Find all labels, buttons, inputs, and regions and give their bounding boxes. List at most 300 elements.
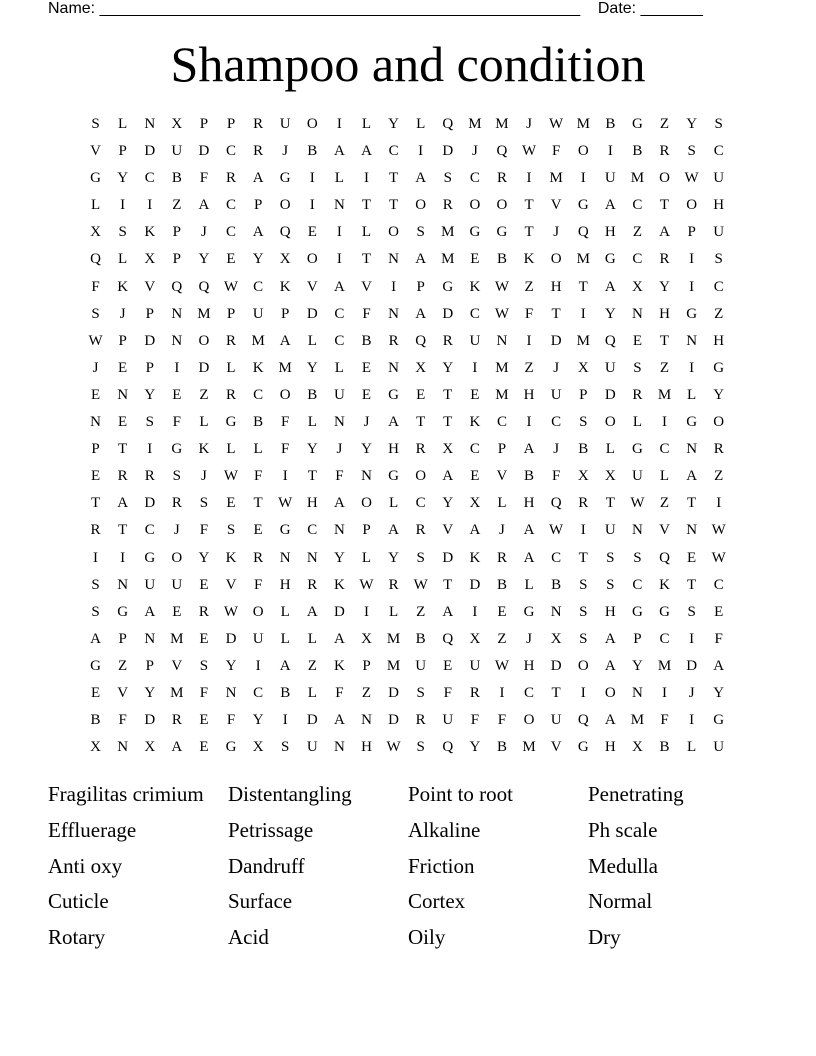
grid-letter: G [604, 251, 616, 268]
grid-letter: P [281, 305, 290, 322]
grid-letter: X [171, 116, 183, 132]
grid-letter: E [199, 739, 209, 756]
grid-letter: Y [659, 278, 670, 295]
grid-letter: T [659, 197, 670, 214]
grid-letter: M [522, 739, 536, 756]
grid-letter: O [659, 170, 670, 187]
grid-letter: S [416, 739, 425, 756]
grid-letter: S [714, 116, 723, 132]
grid-letter: T [551, 684, 561, 701]
grid-letter: V [306, 278, 318, 295]
grid-letter: C [334, 305, 345, 322]
grid-letter: T [578, 549, 588, 566]
grid-letter: J [119, 305, 126, 322]
grid-letter: Q [577, 224, 589, 241]
grid-letter: P [362, 522, 371, 539]
grid-letter: G [632, 116, 643, 132]
grid-letter: Q [198, 278, 210, 295]
grid-letter: B [524, 468, 535, 485]
grid-letter: E [90, 684, 101, 701]
grid-letter: I [580, 522, 586, 539]
name-field-label: Name: ______________________________________________________ [48, 0, 581, 17]
grid-letter: U [144, 576, 156, 593]
grid-letter: A [117, 495, 129, 512]
grid-letter: M [495, 116, 509, 132]
grid-letter: E [90, 386, 101, 403]
grid-letter: C [469, 170, 480, 187]
grid-letter: Y [144, 386, 156, 403]
grid-letter: Y [442, 359, 454, 376]
grid-letter: A [604, 712, 616, 729]
grid-letter: A [604, 630, 616, 647]
grid-letter: P [91, 441, 100, 458]
grid-letter: G [388, 468, 399, 485]
grid-letter: Q [550, 495, 562, 512]
word-list-item: Friction [408, 853, 475, 878]
grid-letter: G [225, 414, 237, 431]
grid-letter: C [226, 197, 237, 214]
grid-letter: O [604, 414, 616, 431]
grid-letter: I [282, 468, 288, 485]
grid-letter: L [90, 197, 101, 214]
grid-letter: G [659, 603, 670, 620]
grid-letter: Q [279, 224, 291, 241]
grid-letter: R [253, 143, 264, 160]
grid-letter: M [386, 657, 401, 674]
grid-letter: P [145, 359, 154, 376]
grid-letter: F [660, 712, 669, 729]
grid-letter: M [576, 116, 590, 132]
grid-letter: I [689, 712, 695, 729]
grid-letter: R [226, 386, 237, 403]
grid-letter: J [201, 468, 207, 485]
grid-letter: R [307, 576, 318, 593]
grid-letter: G [577, 197, 589, 214]
grid-letter: R [442, 332, 453, 349]
grid-letter: O [279, 386, 291, 403]
grid-letter: U [713, 170, 725, 187]
grid-letter: L [497, 495, 507, 512]
grid-letter: O [713, 414, 725, 431]
grid-letter: P [497, 441, 507, 458]
grid-letter: R [496, 170, 507, 187]
grid-letter: J [282, 143, 289, 160]
grid-letter: Y [252, 251, 264, 268]
grid-letter: N [333, 739, 345, 756]
grid-letter: D [198, 359, 210, 376]
grid-letter: A [523, 549, 535, 566]
grid-letter: Z [632, 224, 642, 241]
grid-letter: U [632, 468, 643, 485]
grid-letter: S [579, 603, 588, 620]
grid-letter: R [442, 197, 453, 214]
grid-letter: I [689, 630, 695, 647]
grid-letter: N [361, 712, 372, 729]
grid-letter: K [469, 549, 481, 566]
grid-letter: J [553, 224, 560, 241]
grid-letter: Q [604, 332, 616, 349]
grid-letter: G [632, 603, 643, 620]
grid-letter: S [606, 576, 615, 593]
grid-letter: V [171, 657, 183, 674]
grid-letter: O [306, 251, 318, 268]
grid-letter: I [472, 603, 478, 620]
grid-letter: W [494, 305, 510, 322]
grid-letter: Y [442, 495, 454, 512]
grid-letter: G [144, 549, 156, 566]
grid-letter: I [336, 251, 342, 268]
grid-letter: N [117, 739, 129, 756]
grid-letter: X [469, 630, 481, 647]
grid-letter: X [144, 739, 156, 756]
grid-letter: L [361, 549, 372, 566]
grid-letter: Q [171, 278, 183, 295]
grid-letter: N [333, 522, 345, 539]
grid-letter: N [388, 251, 399, 268]
grid-letter: S [199, 657, 209, 674]
grid-letter: M [495, 359, 509, 376]
grid-letter: U [713, 224, 725, 241]
grid-letter: J [173, 522, 180, 539]
grid-letter: W [223, 468, 239, 485]
grid-letter: D [469, 576, 481, 593]
grid-letter: I [662, 414, 668, 431]
grid-letter: T [551, 305, 561, 322]
grid-letter: O [469, 197, 481, 214]
grid-letter: N [550, 603, 562, 620]
grid-letter: E [253, 522, 263, 539]
grid-letter: E [226, 495, 236, 512]
grid-letter: A [333, 278, 345, 295]
grid-letter: O [523, 712, 535, 729]
grid-letter: H [279, 576, 291, 593]
grid-letter: T [443, 414, 453, 431]
grid-letter: C [307, 522, 318, 539]
grid-letter: B [496, 251, 507, 268]
grid-letter: K [659, 576, 670, 593]
grid-letter: U [171, 576, 183, 593]
grid-letter: A [333, 712, 345, 729]
grid-letter: I [662, 684, 668, 701]
grid-letter: A [415, 305, 427, 322]
grid-letter: N [686, 332, 698, 349]
grid-letter: P [226, 305, 236, 322]
grid-letter: K [279, 278, 291, 295]
word-list-item: Fragilitas crimium [48, 782, 204, 806]
grid-letter: T [361, 251, 372, 268]
grid-letter: A [415, 170, 427, 187]
grid-letter: U [333, 386, 345, 403]
grid-letter: W [413, 576, 428, 593]
grid-letter: U [713, 739, 725, 756]
grid-letter: V [144, 278, 156, 295]
grid-letter: D [442, 143, 454, 160]
grid-letter: P [118, 143, 127, 160]
grid-letter: R [659, 143, 670, 160]
grid-letter: D [144, 143, 156, 160]
grid-letter: X [604, 468, 616, 485]
grid-letter: G [225, 739, 237, 756]
grid-letter: F [335, 468, 344, 485]
grid-letter: I [580, 170, 586, 187]
grid-letter: L [632, 414, 642, 431]
grid-letter: Z [416, 603, 426, 620]
grid-letter: S [416, 224, 425, 241]
grid-letter: S [606, 549, 615, 566]
grid-letter: I [607, 143, 613, 160]
grid-letter: T [687, 576, 697, 593]
grid-letter: A [279, 332, 291, 349]
grid-letter: Q [577, 712, 589, 729]
grid-letter: H [604, 739, 616, 756]
word-list-item: Cortex [408, 889, 466, 914]
grid-letter: N [171, 332, 183, 349]
grid-letter: A [523, 522, 535, 539]
grid-letter: N [361, 468, 372, 485]
grid-letter: X [469, 495, 481, 512]
grid-letter: Q [442, 739, 454, 756]
grid-letter: C [659, 441, 670, 458]
grid-letter: E [172, 386, 182, 403]
grid-letter: C [632, 251, 643, 268]
grid-letter: L [605, 441, 615, 458]
grid-letter: M [251, 332, 265, 349]
grid-letter: P [172, 224, 181, 241]
grid-letter: E [307, 224, 317, 241]
grid-letter: C [253, 684, 264, 701]
grid-letter: S [579, 576, 588, 593]
grid-letter: U [604, 522, 616, 539]
grid-letter: A [333, 630, 345, 647]
grid-letter: T [578, 278, 588, 295]
word-list-item: Petrissage [228, 817, 314, 842]
grid-letter: L [388, 495, 399, 512]
grid-letter: G [523, 603, 535, 620]
word-list-item: Distentangling [228, 782, 352, 806]
grid-letter: P [172, 251, 181, 268]
grid-letter: V [117, 684, 129, 701]
grid-letter: I [309, 170, 315, 187]
grid-letter: B [253, 414, 264, 431]
grid-letter: T [443, 386, 453, 403]
grid-letter: H [713, 197, 725, 214]
grid-letter: W [494, 657, 510, 674]
grid-letter: Z [659, 359, 670, 376]
grid-letter: C [469, 441, 480, 458]
grid-letter: S [91, 576, 100, 593]
grid-letter: A [333, 495, 345, 512]
grid-letter: P [633, 630, 642, 647]
grid-letter: A [333, 143, 345, 160]
grid-letter: R [415, 712, 426, 729]
grid-letter: N [496, 332, 508, 349]
grid-letter: G [577, 739, 589, 756]
grid-letter: R [415, 522, 426, 539]
grid-letter: A [171, 739, 183, 756]
grid-letter: I [336, 116, 342, 132]
grid-letter: G [713, 712, 725, 729]
grid-letter: E [632, 332, 642, 349]
grid-letter: P [145, 657, 154, 674]
grid-letter: Z [172, 197, 182, 214]
grid-letter: F [551, 143, 561, 160]
grid-letter: R [469, 684, 480, 701]
grid-letter: M [170, 630, 184, 647]
grid-letter: H [659, 305, 670, 322]
grid-letter: R [632, 386, 643, 403]
grid-letter: X [577, 359, 589, 376]
grid-letter: T [307, 468, 317, 485]
grid-letter: I [689, 278, 695, 295]
grid-letter: C [226, 224, 237, 241]
word-list [48, 778, 768, 957]
grid-letter: O [388, 224, 399, 241]
grid-letter: L [361, 224, 372, 241]
grid-letter: R [659, 251, 670, 268]
grid-letter: E [416, 386, 426, 403]
grid-letter: I [689, 251, 695, 268]
grid-letter: F [714, 630, 723, 647]
grid-letter: N [686, 441, 698, 458]
grid-letter: I [147, 197, 153, 214]
grid-letter: F [199, 522, 209, 539]
grid-letter: S [172, 468, 181, 485]
grid-letter: I [526, 414, 532, 431]
word-list-item: Oily [408, 925, 446, 950]
grid-letter: T [118, 522, 128, 539]
grid-letter: J [553, 359, 560, 376]
grid-letter: B [307, 143, 318, 160]
grid-letter: H [550, 278, 562, 295]
grid-letter: O [686, 197, 698, 214]
grid-letter: P [226, 116, 236, 132]
grid-letter: Y [252, 712, 264, 729]
grid-letter: T [443, 576, 453, 593]
grid-letter: H [713, 332, 725, 349]
grid-letter: T [605, 495, 615, 512]
grid-letter: Z [118, 657, 128, 674]
grid-letter: L [118, 116, 128, 132]
grid-letter: R [578, 495, 589, 512]
grid-letter: I [391, 278, 397, 295]
grid-letter: C [496, 414, 507, 431]
word-search-grid [82, 111, 732, 761]
grid-letter: A [442, 603, 454, 620]
grid-letter: X [577, 468, 589, 485]
grid-letter: L [659, 468, 670, 485]
grid-letter: B [632, 143, 643, 160]
grid-letter: E [470, 251, 480, 268]
grid-letter: R [253, 549, 264, 566]
grid-letter: D [198, 143, 210, 160]
grid-letter: A [713, 657, 725, 674]
grid-letter: W [88, 332, 103, 349]
grid-letter: J [688, 684, 695, 701]
grid-letter: N [388, 359, 399, 376]
grid-letter: Z [199, 386, 209, 403]
grid-letter: L [118, 251, 128, 268]
grid-letter: R [117, 468, 128, 485]
grid-letter: C [388, 143, 399, 160]
grid-letter: J [526, 630, 532, 647]
grid-letter: S [281, 739, 290, 756]
grid-letter: Z [524, 278, 534, 295]
grid-letter: L [307, 630, 317, 647]
grid-letter: K [469, 278, 481, 295]
grid-letter: I [120, 549, 126, 566]
grid-letter: M [170, 684, 184, 701]
grid-letter: E [470, 468, 480, 485]
grid-letter: L [334, 170, 344, 187]
grid-letter: W [386, 739, 401, 756]
grid-letter: I [147, 441, 153, 458]
grid-letter: V [550, 739, 562, 756]
grid-letter: O [604, 684, 616, 701]
grid-letter: E [118, 414, 128, 431]
grid-letter: A [604, 197, 616, 214]
grid-letter: D [333, 603, 345, 620]
grid-letter: J [92, 359, 99, 376]
grid-letter: R [415, 441, 426, 458]
grid-letter: V [659, 522, 670, 539]
grid-letter: U [171, 143, 183, 160]
grid-letter: W [549, 116, 564, 132]
grid-letter: F [91, 278, 100, 295]
grid-letter: I [580, 684, 586, 701]
grid-letter: Y [306, 441, 318, 458]
grid-letter: B [171, 170, 182, 187]
word-list-item: Cuticle [48, 889, 109, 914]
grid-letter: R [388, 332, 399, 349]
word-list-item: Dandruff [228, 853, 305, 878]
grid-letter: D [144, 495, 156, 512]
grid-letter: R [388, 576, 399, 593]
grid-letter: B [307, 386, 318, 403]
grid-letter: G [90, 657, 101, 674]
grid-letter: Z [497, 630, 507, 647]
grid-letter: L [307, 332, 317, 349]
grid-letter: U [306, 739, 318, 756]
grid-letter: M [630, 712, 645, 729]
grid-letter: O [550, 251, 562, 268]
header [48, 0, 748, 20]
grid-letter: N [632, 305, 643, 322]
grid-letter: E [361, 386, 372, 403]
grid-letter: A [252, 170, 264, 187]
grid-letter: A [252, 224, 264, 241]
grid-letter: B [578, 441, 589, 458]
grid-letter: U [252, 630, 264, 647]
grid-letter: M [441, 224, 455, 241]
grid-letter: W [684, 170, 699, 187]
grid-letter: L [307, 684, 317, 701]
grid-letter: K [198, 441, 210, 458]
grid-letter: R [496, 549, 507, 566]
grid-letter: Y [333, 549, 345, 566]
grid-letter: T [659, 332, 670, 349]
grid-letter: R [253, 116, 264, 132]
grid-letter: F [118, 712, 127, 729]
grid-letter: M [657, 657, 672, 674]
grid-letter: E [172, 603, 182, 620]
grid-letter: T [388, 170, 399, 187]
grid-letter: M [278, 359, 292, 376]
grid-letter: Z [524, 359, 534, 376]
grid-letter: B [496, 576, 507, 593]
grid-letter: L [416, 116, 426, 132]
grid-letter: B [415, 630, 426, 647]
grid-letter: Q [415, 332, 427, 349]
